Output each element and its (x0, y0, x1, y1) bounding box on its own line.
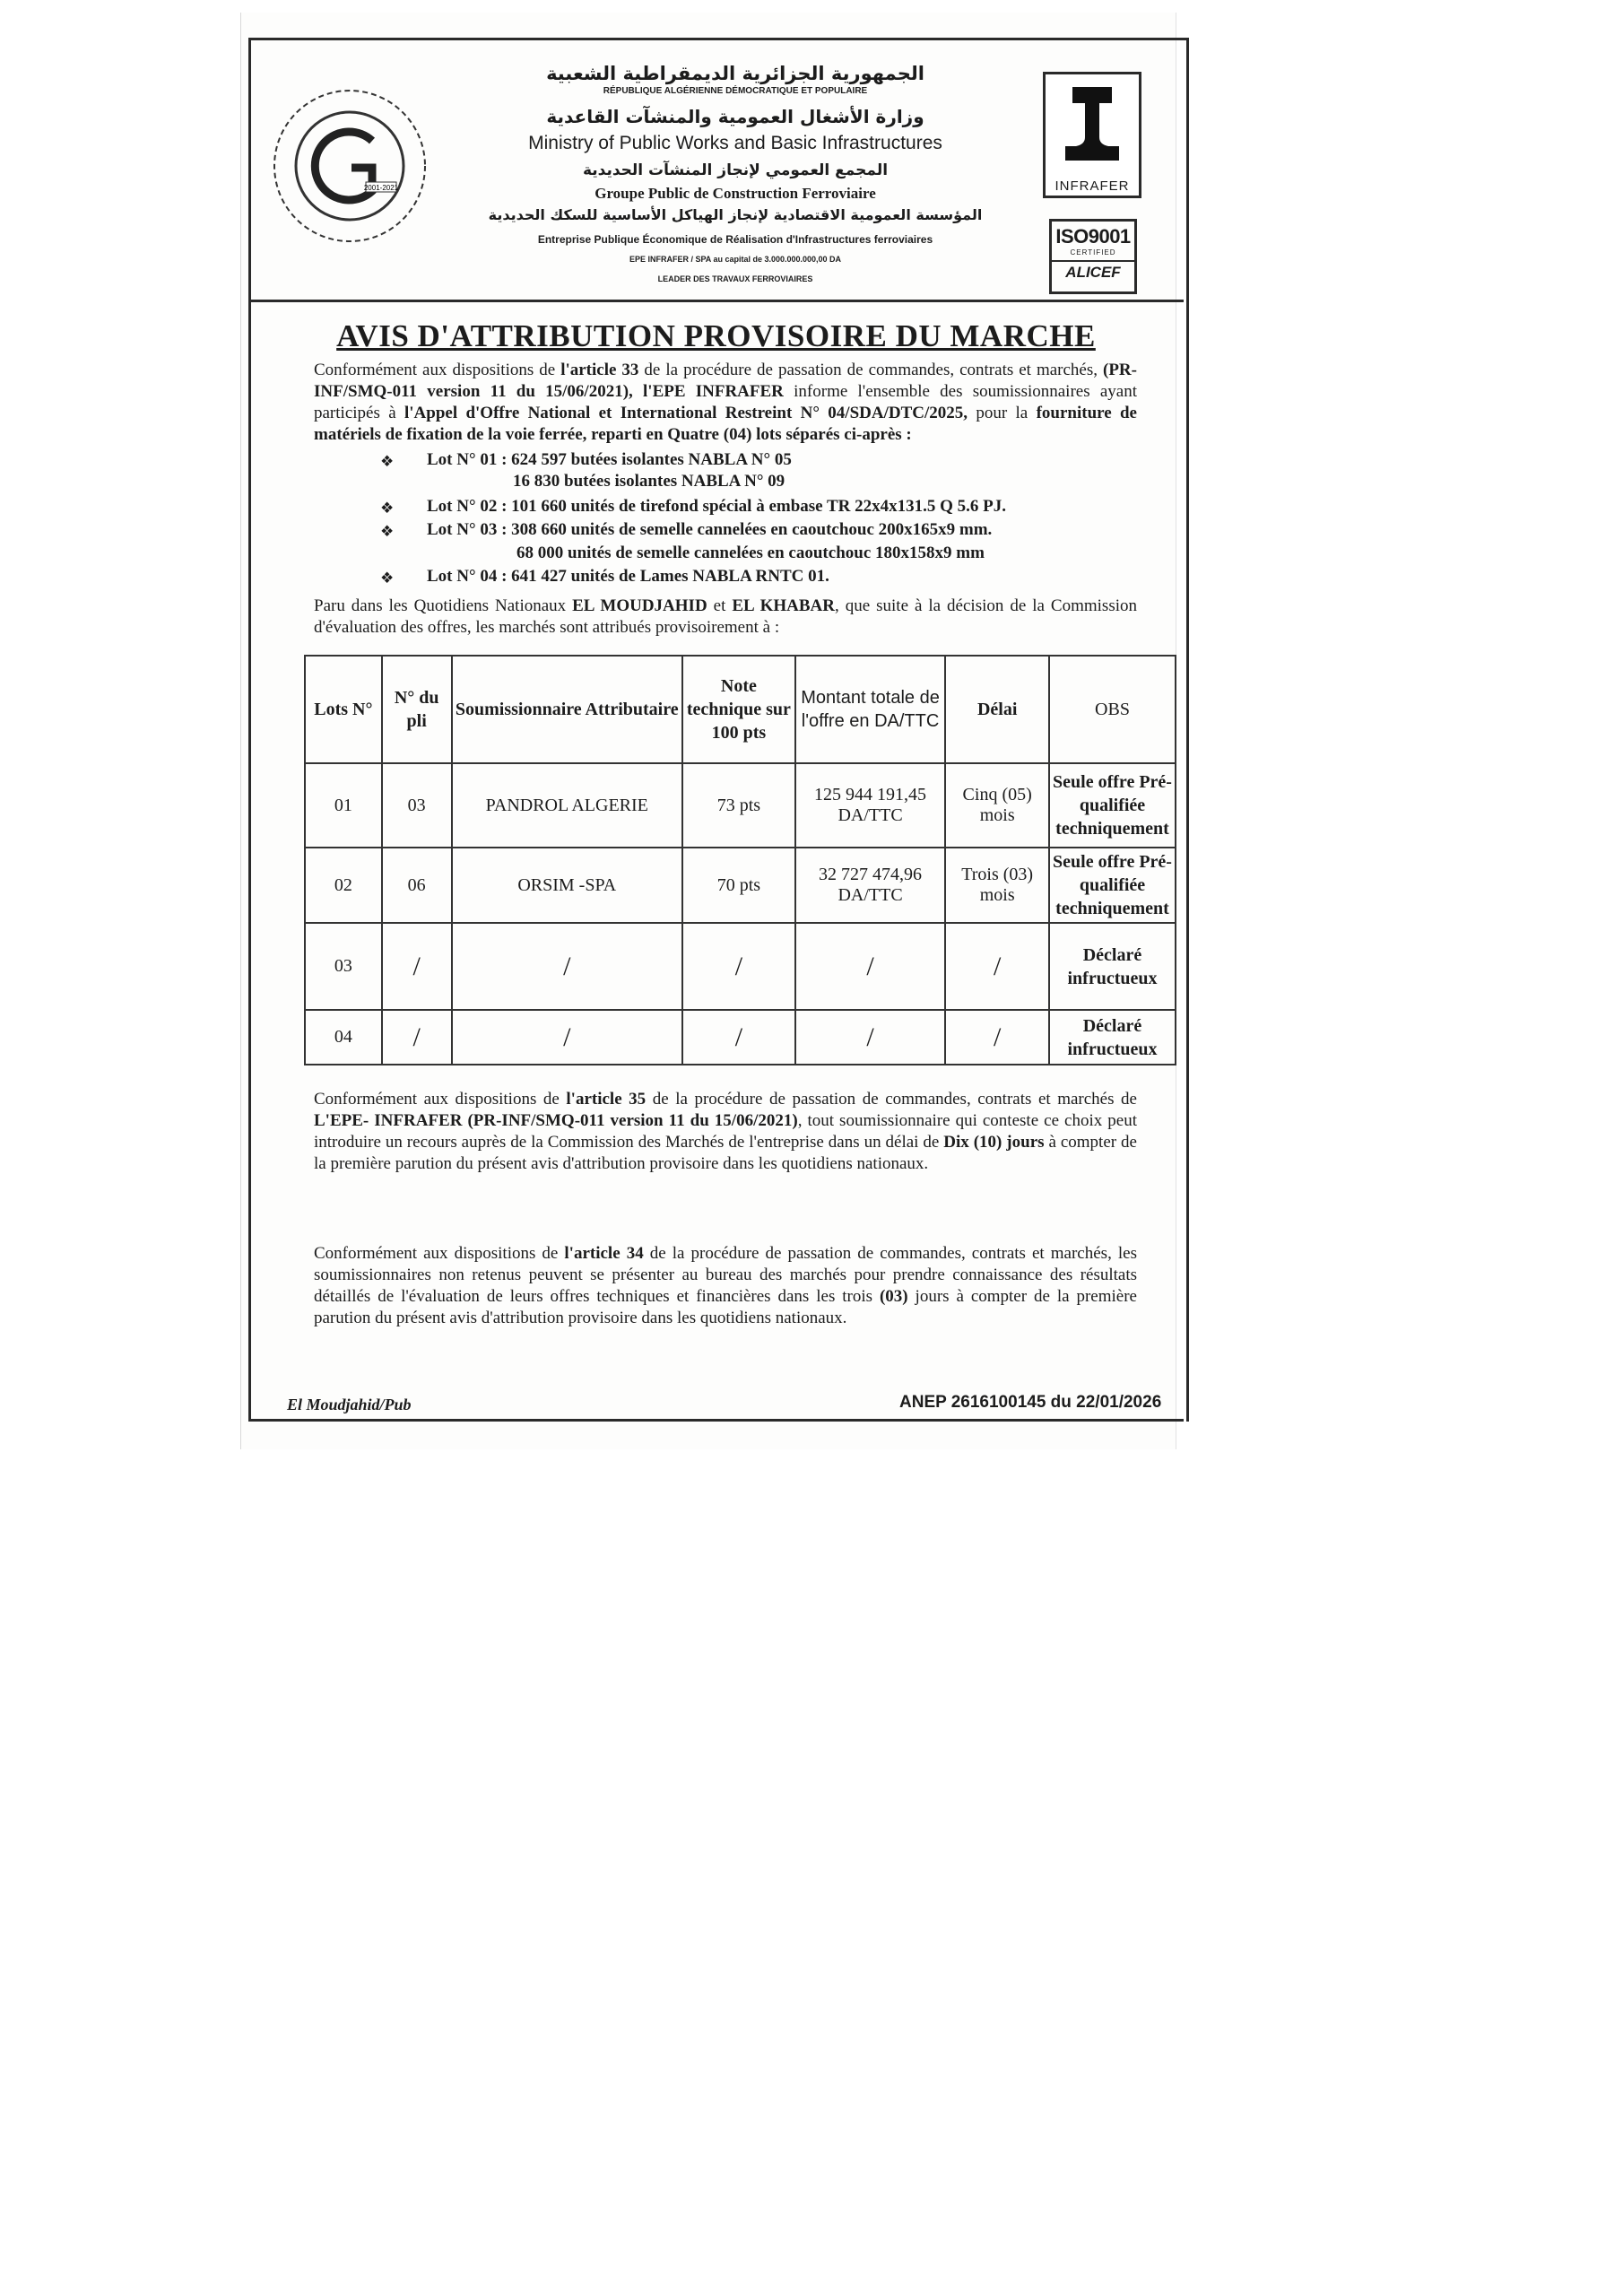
logo-left-text: 2001-2021 (363, 184, 399, 192)
cell-delay: / (945, 923, 1049, 1010)
para-text: Conformément aux dispositions de (314, 1090, 567, 1109)
appeal-delay: Dix (10) jours (943, 1133, 1045, 1152)
cell-lot: 02 (305, 848, 382, 923)
notice-title: AVIS D'ATTRIBUTION PROVISOIRE DU MARCHE (336, 318, 1096, 353)
intro-article: l'article 33 (560, 361, 639, 379)
header-ar-group: المجمع العمومي لإنجاز المنشآت الحديدية (582, 161, 889, 179)
published-text: , que suite à la décision de la Commission d'évaluation des offres, les marchés sont attribués provisoirement à : (314, 596, 1137, 637)
table-row (305, 923, 1176, 1010)
table-header-row (305, 656, 1176, 763)
para-text: de la procédure de passation de commandes, contrats et marchés de (646, 1090, 1137, 1109)
header-capital: EPE INFRAFER / SPA au capital de 3.000.000.000,00 DA (629, 255, 842, 264)
intro-paragraph (314, 360, 1137, 446)
header-en-ministry: Ministry of Public Works and Basic Infrastructures (528, 133, 942, 153)
lot-01-line-2: 16 830 butées isolantes NABLA N° 09 (513, 472, 785, 491)
days-count: (03) (879, 1287, 908, 1306)
published-text: et (707, 596, 733, 615)
header-ar-republic: الجمهورية الجزائرية الديمقراطية الشعبية (546, 63, 924, 84)
cell-amount: 125 944 191,45 DA/TTC (795, 763, 946, 848)
header-tech-score: Note technique sur 100 pts (682, 656, 795, 763)
infrafer-label: INFRAFER (1055, 178, 1130, 194)
intro-procedure-ref: (PR-INF/SMQ-011 version 11 du 15/06/2021), l'EPE INFRAFER (314, 361, 1137, 401)
newspaper-1: EL MOUDJAHID (572, 596, 707, 615)
intro-text: Conformément aux dispositions de (314, 361, 561, 379)
cell-score: 70 pts (682, 848, 795, 923)
article-35-paragraph (314, 1089, 1137, 1175)
lot-bullet-icon: ❖ (380, 500, 395, 517)
cell-bidder: / (452, 923, 682, 1010)
intro-text: informe l'ensemble des soumissionnaires ayant participés à (314, 382, 1137, 422)
header-leader: LEADER DES TRAVAUX FERROVIAIRES (657, 274, 813, 283)
cell-delay: / (945, 1010, 1049, 1065)
lot-03-line-2: 68 000 unités de semelle cannelées en caoutchouc 180x158x9 mm (516, 544, 985, 562)
cell-pli: / (382, 923, 452, 1010)
table-row (305, 1010, 1176, 1065)
cell-lot: 04 (305, 1010, 382, 1065)
intro-tender-ref: l'Appel d'Offre National et International Restreint N° 04/SDA/DTC/2025, (404, 404, 968, 422)
para-text: à compter de la première parution du présent avis d'attribution provisoire dans les quotidiens nationaux. (314, 1133, 1137, 1173)
header-amount: Montant totale de l'offre en DA/TTC (795, 656, 946, 763)
para-text: de la procédure de passation de commandes, contrats et marchés, les soumissionnaires non retenus peuvent se présenter au bureau des marchés pour prendre connaissance des résultats détaillés de l'évaluation de leurs offres techniques et financières dans les trois (314, 1244, 1137, 1306)
lot-02-line: Lot N° 02 : 101 660 unités de tirefond spécial à embase TR 22x4x131.5 Q 5.6 PJ. (427, 497, 1007, 516)
header-fr-enterprise: Entreprise Publique Économique de Réalisation d'Infrastructures ferroviaires (537, 233, 933, 246)
iso-badge (1049, 219, 1137, 294)
footer-publisher: El Moudjahid/Pub (287, 1396, 417, 1414)
article-34-paragraph (314, 1243, 1137, 1329)
cell-pli: / (382, 1010, 452, 1065)
lot-bullet-icon: ❖ (380, 523, 395, 540)
cell-obs: Déclaré infructueux (1049, 1010, 1176, 1065)
iso-alicef: ALICEF (1052, 260, 1134, 282)
newspaper-2: EL KHABAR (732, 596, 835, 615)
para-text: Conformément aux dispositions de (314, 1244, 565, 1263)
intro-text: pour la (968, 404, 1037, 422)
cell-bidder: PANDROL ALGERIE (452, 763, 682, 848)
procedure-ref: L'EPE- INFRAFER (PR-INF/SMQ-011 version 11 du 15/06/2021) (314, 1111, 798, 1130)
footer-divider (248, 1419, 1184, 1422)
para-text: , tout soumissionnaire qui conteste ce choix peut introduire un recours auprès de la Commission des Marchés de l'entreprise dans un délai de (314, 1111, 1137, 1152)
infrafer-logo (1043, 72, 1141, 198)
published-text: Paru dans les Quotidiens Nationaux (314, 596, 573, 615)
lot-bullet-icon: ❖ (380, 570, 395, 587)
published-paragraph (314, 596, 1137, 639)
cell-bidder: ORSIM -SPA (452, 848, 682, 923)
iso-label: ISO9001 (1055, 225, 1131, 248)
lot-03-line: Lot N° 03 : 308 660 unités de semelle cannelées en caoutchouc 200x165x9 mm. (427, 520, 993, 539)
table-row (305, 848, 1176, 923)
intro-supply: fourniture de matériels de fixation de la voie ferrée, reparti en Quatre (04) lots séparés ci-après : (314, 404, 1137, 444)
cell-pli: 03 (382, 763, 452, 848)
article-35-ref: l'article 35 (566, 1090, 647, 1109)
header-divider (248, 300, 1184, 302)
cell-delay: Cinq (05) mois (945, 763, 1049, 848)
cell-score: / (682, 1010, 795, 1065)
header-obs: OBS (1049, 656, 1176, 763)
lot-bullet-icon: ❖ (380, 453, 395, 470)
table-row (305, 763, 1176, 848)
iso-certified: CERTIFIED (1070, 248, 1116, 257)
cell-delay: Trois (03) mois (945, 848, 1049, 923)
header-bidder: Soumissionnaire Attributaire (452, 656, 682, 763)
rail-icon (1046, 74, 1139, 173)
cell-score: / (682, 923, 795, 1010)
intro-text: de la procédure de passation de commandes, contrats et marchés, (638, 361, 1103, 379)
header-delay: Délai (945, 656, 1049, 763)
header-ar-enterprise: المؤسسة العمومية الاقتصادية لإنجاز الهياكل الأساسية للسكك الحديدية (488, 206, 983, 223)
cell-amount: 32 727 474,96 DA/TTC (795, 848, 946, 923)
cell-bidder: / (452, 1010, 682, 1065)
construction-group-logo (269, 85, 430, 247)
header-ar-ministry: وزارة الأشغال العمومية والمنشآت القاعدية (546, 106, 924, 127)
cell-obs: Déclaré infructueux (1049, 923, 1176, 1010)
footer-anep-ref: ANEP 2616100145 du 22/01/2026 (894, 1393, 1167, 1413)
cell-score: 73 pts (682, 763, 795, 848)
header-lots: Lots N° (305, 656, 382, 763)
lot-04-line: Lot N° 04 : 641 427 unités de Lames NABLA RNTC 01. (427, 567, 829, 586)
cell-obs: Seule offre Pré-qualifiée techniquement (1049, 848, 1176, 923)
cell-lot: 01 (305, 763, 382, 848)
cell-amount: / (795, 1010, 946, 1065)
cell-pli: 06 (382, 848, 452, 923)
attribution-table (304, 655, 1176, 1065)
header-pli: N° du pli (382, 656, 452, 763)
cell-obs: Seule offre Pré-qualifiée techniquement (1049, 763, 1176, 848)
para-text: jours à compter de la première parution du présent avis d'attribution provisoire dans les quotidiens nationaux. (314, 1287, 1137, 1327)
lot-01-line: Lot N° 01 : 624 597 butées isolantes NABLA N° 05 (427, 450, 792, 469)
cell-lot: 03 (305, 923, 382, 1010)
cell-amount: / (795, 923, 946, 1010)
header-fr-republic: RÉPUBLIQUE ALGÉRIENNE DÉMOCRATIQUE ET POPULAIRE (603, 86, 868, 96)
article-34-ref: l'article 34 (564, 1244, 644, 1263)
header-fr-group: Groupe Public de Construction Ferroviaire (595, 185, 876, 202)
